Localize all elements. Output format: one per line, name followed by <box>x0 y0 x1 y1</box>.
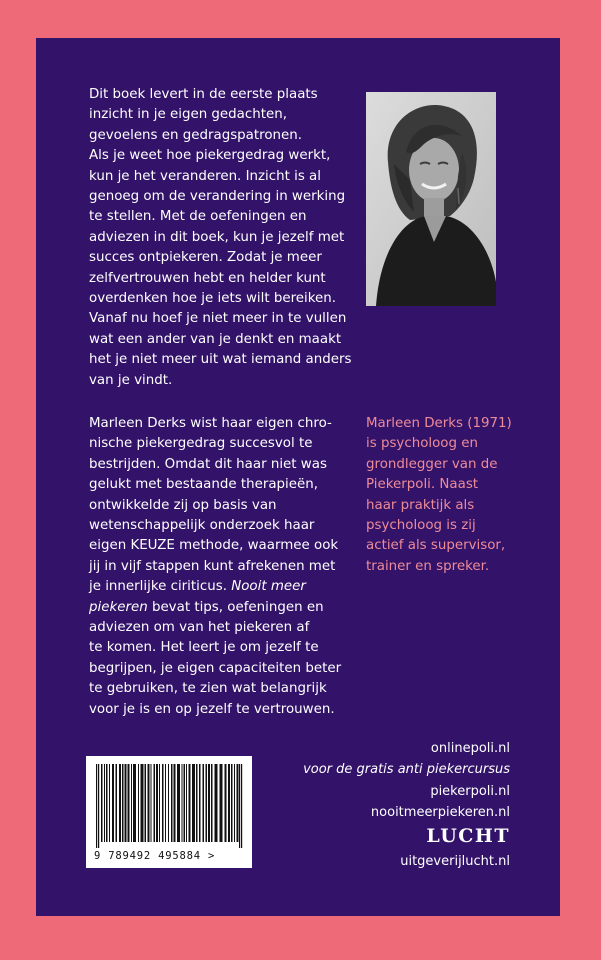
barcode-bar <box>116 764 118 842</box>
barcode-bar <box>215 764 218 842</box>
barcode-bar <box>192 764 195 842</box>
isbn-number: 9 789492 495884 > <box>94 850 216 862</box>
book-title-italic: piekeren <box>89 599 148 615</box>
barcode-bar <box>122 764 124 842</box>
link-piekerpoli[interactable]: piekerpoli.nl <box>430 783 510 799</box>
barcode-bar <box>225 764 227 842</box>
author-bio <box>366 414 512 577</box>
description-text: je innerlijke ciriticus. <box>89 579 232 595</box>
description-line: wetenschappelijk onderzoek haar <box>89 518 315 534</box>
description-line: ontwikkelde zij op basis van <box>89 497 277 513</box>
barcode-bar <box>109 764 110 842</box>
description-line: te komen. Het leert je om jezelf te <box>89 640 319 656</box>
barcode-guard-bar <box>96 764 97 848</box>
intro-line: het je niet meer uit wat iemand anders <box>89 352 352 368</box>
intro-line: van je vindt. <box>89 372 173 388</box>
description-line: te gebruiken, te zien wat belangrijk <box>89 681 327 697</box>
barcode-bar <box>154 764 156 842</box>
description-text: bevat tips, oefeningen en <box>147 599 324 615</box>
barcode-bar <box>119 764 121 842</box>
barcode <box>86 756 252 868</box>
barcode-bar <box>145 764 147 842</box>
description-line <box>89 577 341 597</box>
publisher-website[interactable]: uitgeverijlucht.nl <box>400 854 510 869</box>
barcode-bar <box>211 764 213 842</box>
barcode-bar <box>131 764 132 842</box>
barcode-bar <box>174 764 176 842</box>
link-onlinepoli[interactable]: onlinepoli.nl <box>430 741 510 756</box>
barcode-guard-bar <box>241 764 242 848</box>
back-cover <box>36 38 560 916</box>
barcode-bar <box>171 764 173 842</box>
intro-line: overdenken hoe je iets wilt bereiken. <box>89 291 337 307</box>
barcode-bar <box>159 764 160 842</box>
barcode-bar <box>199 764 201 842</box>
barcode-bar <box>234 764 235 842</box>
publisher-logo: LUCHT <box>426 825 510 847</box>
author-bio-line: psycholoog is zij <box>366 518 476 534</box>
barcode-bar <box>165 764 166 842</box>
intro-line: inzicht in je eigen gedachten, <box>89 107 287 123</box>
barcode-bar <box>184 764 186 842</box>
barcode-bar <box>196 764 198 842</box>
description-line: voor je is en op jezelf te vertrouwen. <box>89 701 335 717</box>
barcode-bar <box>133 764 136 842</box>
barcode-bar <box>125 764 127 842</box>
barcode-bar <box>208 764 210 842</box>
description-line: adviezen om van het piekeren af <box>89 620 310 636</box>
description-line <box>89 598 341 618</box>
intro-line: wat een ander van je denkt en maakt <box>89 331 342 347</box>
intro-line: gevoelens en gedragspatronen. <box>89 127 303 143</box>
barcode-bar <box>231 764 233 842</box>
barcode-bars <box>92 764 246 848</box>
intro-line: Vanaf nu hoef je niet meer in te vullen <box>89 311 347 327</box>
intro-line: Als je weet hoe piekergedrag werkt, <box>89 148 331 164</box>
author-bio-line: is psycholoog en <box>366 436 478 452</box>
author-bio-line: trainer en spreker. <box>366 558 490 574</box>
barcode-bar <box>112 764 114 842</box>
intro-paragraph <box>89 85 351 391</box>
barcode-bar <box>101 764 103 842</box>
description-line: eigen KEUZE methode, waarmee ook <box>89 538 339 554</box>
author-bio-line: haar praktijk als <box>366 497 475 513</box>
barcode-bar <box>128 764 130 842</box>
description-paragraph <box>89 414 341 720</box>
description-line: bestrijden. Omdat dit haar niet was <box>89 456 327 472</box>
author-bio-line: Piekerpoli. Naast <box>366 477 479 493</box>
barcode-bar <box>138 764 139 842</box>
barcode-bar <box>206 764 208 842</box>
description-line: gelukt met bestaande therapieën, <box>89 477 318 493</box>
barcode-bar <box>228 764 230 842</box>
barcode-bar <box>177 764 180 842</box>
description-line: jij in vijf stappen kunt afrekenen met <box>89 558 336 574</box>
description-line: Marleen Derks wist haar eigen chro- <box>89 416 332 431</box>
link-nooitmeerpiekeren[interactable]: nooitmeerpiekeren.nl <box>370 804 510 820</box>
barcode-bar <box>237 764 239 842</box>
author-bio-line: Marleen Derks (1971) <box>366 416 512 431</box>
barcode-guard-bar <box>98 764 99 848</box>
barcode-bar <box>220 764 223 842</box>
barcode-bar <box>106 764 108 842</box>
intro-line: Dit boek levert in de eerste plaats <box>89 87 318 102</box>
intro-line: zelfvertrouwen hebt en helder kunt <box>89 270 326 286</box>
intro-line: succes ontpiekeren. Zodat je meer <box>89 250 322 266</box>
barcode-bar <box>186 764 187 842</box>
intro-line: kun je het veranderen. Inzicht is al <box>89 168 321 184</box>
description-line: nische piekergedrag succesvol te <box>89 436 313 452</box>
barcode-bar <box>104 764 105 842</box>
barcode-bar <box>168 764 169 842</box>
link-caption: voor de gratis anti piekercursus <box>303 762 510 778</box>
description-line: begrijpen, je eigen capaciteiten beter <box>89 660 342 676</box>
barcode-bar <box>203 764 205 842</box>
intro-line: te stellen. Met de oefeningen en <box>89 209 307 225</box>
author-bio-line: grondlegger van de <box>366 456 498 472</box>
author-bio-line: actief als supervisor, <box>366 538 506 554</box>
intro-line: adviezen in dit boek, kun je jezelf met <box>89 229 345 245</box>
barcode-bar <box>148 764 150 842</box>
barcode-bar <box>141 764 144 842</box>
website-links <box>303 738 510 823</box>
barcode-bar <box>162 764 164 842</box>
author-photo-illustration <box>366 92 496 306</box>
barcode-bar <box>189 764 191 842</box>
barcode-bar <box>182 764 183 842</box>
barcode-bar <box>151 764 152 842</box>
barcode-guard-bar <box>239 764 240 848</box>
book-title-italic: Nooit meer <box>231 579 306 595</box>
intro-line: genoeg om de verandering in werking <box>89 189 346 205</box>
author-photo <box>366 92 496 306</box>
barcode-bar <box>156 764 158 842</box>
